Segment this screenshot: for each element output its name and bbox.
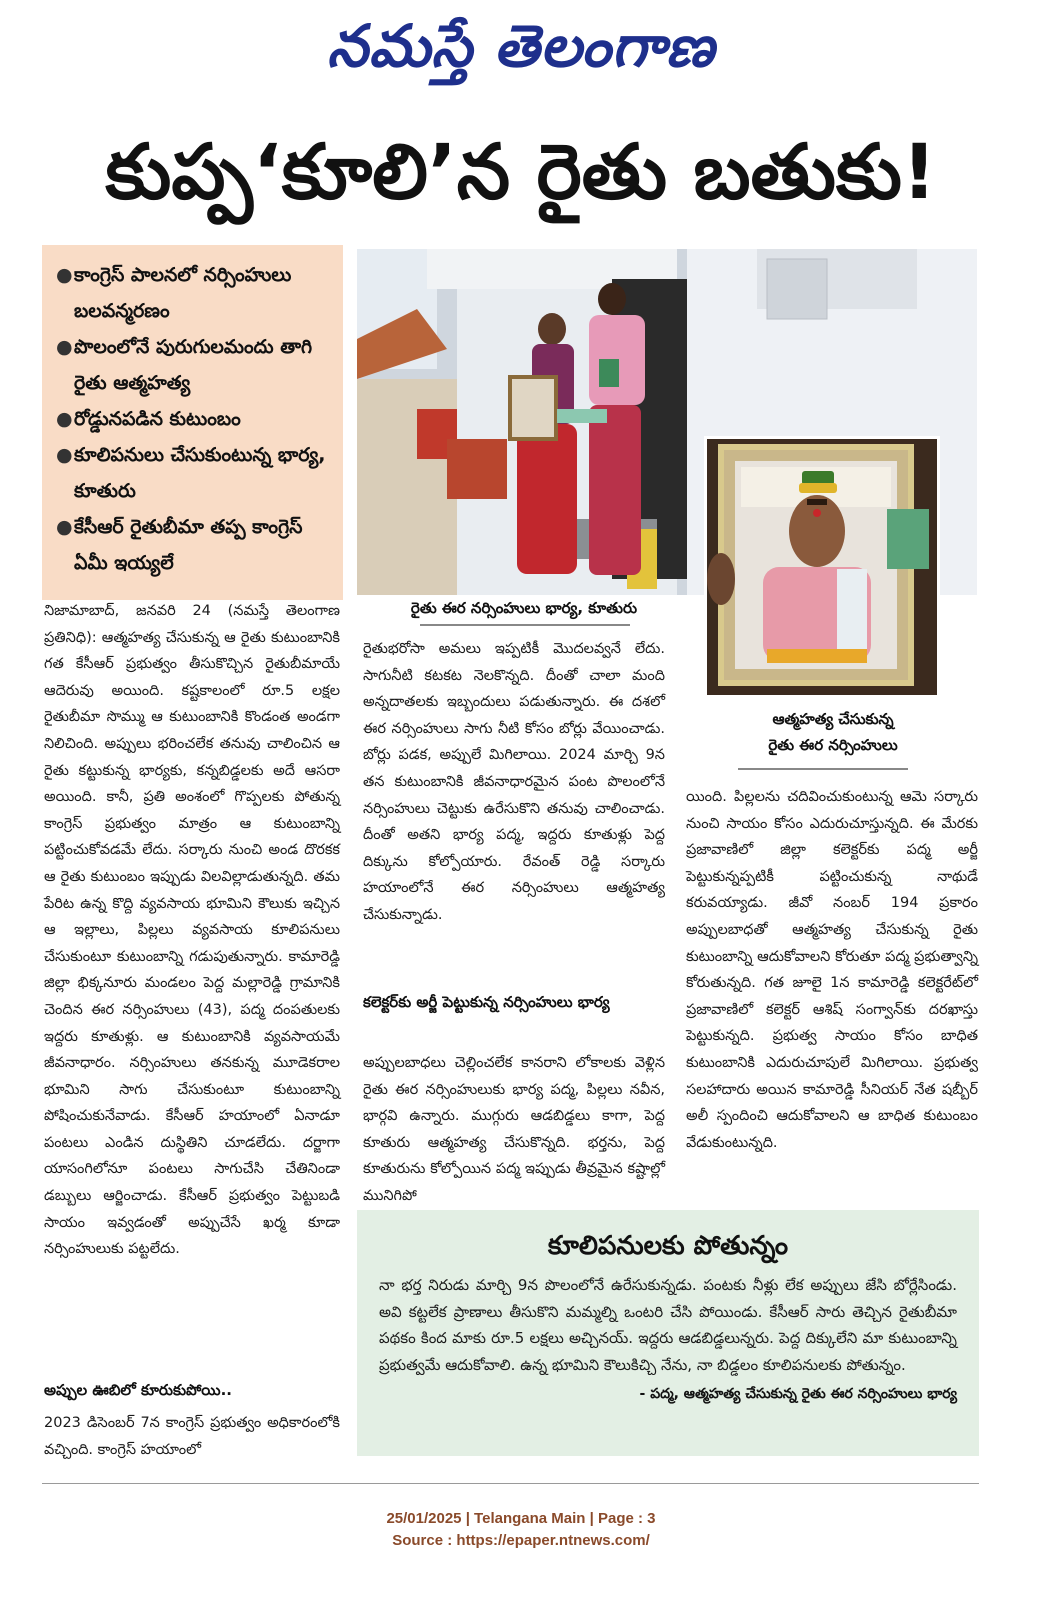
quote-text: నా భర్త నిరుడు మార్చి 9న పొలంలోనే ఉరేసుకున్నడు. పంటకు నీళ్లు లేక అప్పులు జేసి బోర్లేసిండు. అవి కట్టలేక ప్రాణాలు తీసుకొని మమ్మల్ని ఒంటరి చేసి పోయిండు. కేసీఆర్ సారు తెచ్చిన రైతుబీమా పథకం కింద మాకు రూ.5 లక్షలు అచ్చినయ్. ఇద్దరు ఆడబిడ్డలున్నరు. పెద్ద దిక్కులేని మా కుటుంబాన్ని ప్రభుత్వమే ఆదుకోవాలి. ఉన్న భూమిని కౌలుకిచ్చి నేను, నా బిడ్డలం కూలిపనులకు పోతున్నం. bbox=[379, 1276, 957, 1374]
article-paragraph: అప్పులబాధలు చెల్లించలేక కానరాని లోకాలకు వెళ్లిన రైతు ఈర నర్సింహులుకు భార్య పద్మ, పిల్లలు నవీన, భార్గవి ఉన్నారు. ముగ్గురు ఆడబిడ్డలు కాగా, పెద్ద కూతురు ఆత్మహత్య చేసుకొన్నది. భర్తను, పెద్ద కూతురును కోల్పోయిన పద్మ ఇప్పుడు తీవ్రమైన కష్టాల్లో మునిగిపో bbox=[363, 1055, 665, 1204]
article-subhead: అప్పుల ఊబిలో కూరుకుపోయి.. bbox=[44, 1381, 232, 1399]
article-subhead: కలెక్టర్‌కు అర్జీ పెట్టుకున్న నర్సింహులు భార్య bbox=[363, 993, 610, 1011]
footer-edition-info: 25/01/2025 | Telangana Main | Page : 3 bbox=[386, 1510, 656, 1527]
bullet-icon: ● bbox=[56, 444, 73, 466]
article-column-2 bbox=[363, 636, 665, 929]
highlight-item: ●రోడ్డునపడిన కుటుంబం bbox=[56, 401, 333, 437]
article-column-3 bbox=[686, 784, 978, 1156]
caption-line: రైతు ఈర నర్సింహులు bbox=[768, 736, 898, 754]
highlight-item: ●కేసీఆర్ రైతుబీమా తప్ప కాంగ్రెస్ ఏమీ ఇయ్యలే bbox=[56, 509, 333, 581]
quote-box bbox=[357, 1210, 979, 1456]
highlight-item: ●కూలిపనులు చేసుకుంటున్న భార్య, కూతురు bbox=[56, 437, 333, 509]
headline: కుప్ప‘కూలి’న రైతు బతుకు! bbox=[105, 127, 937, 216]
article-column-1-continued bbox=[44, 1410, 340, 1463]
highlights-box bbox=[42, 245, 343, 600]
farmer-portrait-photo bbox=[704, 436, 940, 698]
caption-line: ఆత్మహత్య చేసుకున్న bbox=[772, 710, 894, 728]
bullet-icon: ● bbox=[56, 516, 73, 538]
highlight-item: ●కాంగ్రెస్ పాలనలో నర్సింహులు బలవన్మరణం bbox=[56, 257, 333, 329]
quote-title: కూలిపనులకు పోతున్నం bbox=[547, 1231, 789, 1261]
bullet-icon: ● bbox=[56, 264, 73, 286]
article-paragraph: యింది. పిల్లలను చదివించుకుంటున్న ఆమె సర్కారు నుంచి సాయం కోసం ఎదురుచూస్తున్నది. ఈ మేరకు ప్రజావాణిలో జిల్లా కలెక్టర్‌కు పద్మ అర్జీ పెట్టుకున్నప్పటికీ పట్టించుకున్న నాథుడే కరువయ్యాడు. జీవో నంబర్ 194 ప్రకారం అప్పులబాధతో ఆత్మహత్య చేసుకున్న రైతు కుటుంబాన్ని ఆదుకోవాలని కోరుతూ పద్మ ప్రభుత్వాన్ని కోరుతున్నది. గత జూలై 1న కామారెడ్డి కలెక్టరేట్‌లో ప్రజావాణిలో కలెక్టర్ ఆశిష్ సంగ్వాన్‌కు దరఖాస్తు పెట్టుకున్నది. ప్రభుత్వ సాయం కోసం బాధిత కుటుంబానికి ఎదురుచూపులే మిగిలాయి. ప్రభుత్వ సలహాదారు అయిన కామారెడ్డి సీనియర్ నేత షబ్బీర్ అలీ స్పందించి ఆదుకోవాలని ఆ బాధిత కుటుంబం వేడుకుంటున్నది. bbox=[686, 789, 978, 1151]
highlight-item: ●పొలంలోనే పురుగులమందు తాగి రైతు ఆత్మహత్య bbox=[56, 329, 333, 401]
footer-divider bbox=[42, 1483, 979, 1484]
article-paragraph: రైతుభరోసా అమలు ఇప్పటికీ మొదలవ్వనే లేదు. సాగునీటి కటకట నెలకొన్నది. దీంతో చాలా మంది అన్నదాతలకు ఇబ్బందులు పడుతున్నారు. ఈ దశలో ఈర నర్సింహులు సాగు నీటి కోసం బోర్లు వేయించాడు. బోర్లు పడక, అప్పులే మిగిలాయి. 2024 మార్చి 9న తన కుటుంబానికి జీవనాధారమైన పంట పొలంలోనే నర్సింహులు చెట్టుకు ఉరేసుకొని తనువు చాలించాడు. దీంతో అతని భార్య పద్మ, ఇద్దరు కూతుళ్లు పెద్ద దిక్కును కోల్పోయారు. రేవంత్ రెడ్డి సర్కారు హయాంలోనే ఈర నర్సింహులు ఆత్మహత్య చేసుకున్నాడు. bbox=[363, 641, 665, 923]
masthead-logo: నమస్తే తెలంగాణ bbox=[327, 12, 715, 80]
article-paragraph: 2023 డిసెంబర్ 7న కాంగ్రెస్ ప్రభుత్వం అధికారంలోకి వచ్చింది. కాంగ్రెస్ హయాంలో bbox=[44, 1415, 340, 1458]
caption-underline bbox=[420, 624, 630, 626]
article-paragraph: నిజామాబాద్, జనవరి 24 (నమస్తే తెలంగాణ ప్రతినిధి): ఆత్మహత్య చేసుకున్న ఆ రైతు కుటుంబానికి గత కేసీఆర్ ప్రభుత్వం తీసుకొచ్చిన రైతుబీమాయే ఆదెరువు అయింది. కష్టకాలంలో రూ.5 లక్షల రైతుబీమా సొమ్ము ఆ కుటుంబానికి కొండంత అండగా నిలిచింది. అప్పులు భరించలేక తనువు చాలించిన ఆ రైతు కట్టుకున్న భార్యకు, కన్నబిడ్డలకు అదే ఆసరా అయింది. కానీ, ప్రతి అంశంలో గొప్పలకు పోతున్న కాంగ్రెస్ ప్రభుత్వం మాత్రం ఆ కుటుంబాన్ని పట్టించుకోవడమే లేదు. సర్కారు నుంచి అండ దొరకక ఆ రైతు కుటుంబం ఇప్పుడు విలవిల్లాడుతున్నది. తమ పేరిట ఉన్న కొద్ది వ్యవసాయ భూమిని కౌలుకు ఇచ్చిన ఆ ఇల్లాలు, పిల్లలు వ్యవసాయ కూలిపనులు చేసుకుంటూ కుటుంబాన్ని గడుపుతున్నారు. కామారెడ్డి జిల్లా భిక్కనూరు మండలం పెద్ద మల్లారెడ్డి గ్రామానికి చెందిన ఈర నర్సింహులు (43), పద్మ దంపతులకు ఇద్దరు కూతుళ్లు. ఆ కుటుంబానికి వ్యవసాయమే జీవనాధారం. నర్సింహులు తనకున్న మూడెకరాల భూమిని సాగు చేసుకుంటూ కుటుంబాన్ని పోషించుకునేవాడు. కేసీఆర్ హయాంలో ఏనాడూ పంటలు ఎండిన దుస్థితిని చూడలేదు. దర్జాగా యాసంగిలోనూ పంటలు సాగుచేసి చేతినిండా డబ్బులు ఆర్జించాడు. కేసీఆర్ ప్రభుత్వం పెట్టుబడి సాయం ఇవ్వడంతో అప్పుచేసే ఖర్మ కూడా నర్సింహులుకు పట్టలేదు. bbox=[44, 603, 340, 1258]
article-column-2-continued bbox=[363, 1050, 665, 1210]
farmer-portrait-illustration bbox=[707, 439, 937, 695]
photo-caption-family: రైతు ఈర నర్సింహులు భార్య, కూతురు bbox=[410, 599, 638, 617]
bullet-icon: ● bbox=[56, 336, 73, 358]
quote-attribution: - పద్మ, ఆత్మహత్య చేసుకున్న రైతు ఈర నర్సింహులు భార్య bbox=[639, 1386, 957, 1402]
bullet-icon: ● bbox=[56, 408, 73, 430]
article-column-1 bbox=[44, 598, 340, 1263]
footer-source: Source : https://epaper.ntnews.com/ bbox=[392, 1532, 650, 1549]
caption-underline bbox=[738, 768, 908, 770]
photo-caption-farmer bbox=[688, 706, 978, 758]
